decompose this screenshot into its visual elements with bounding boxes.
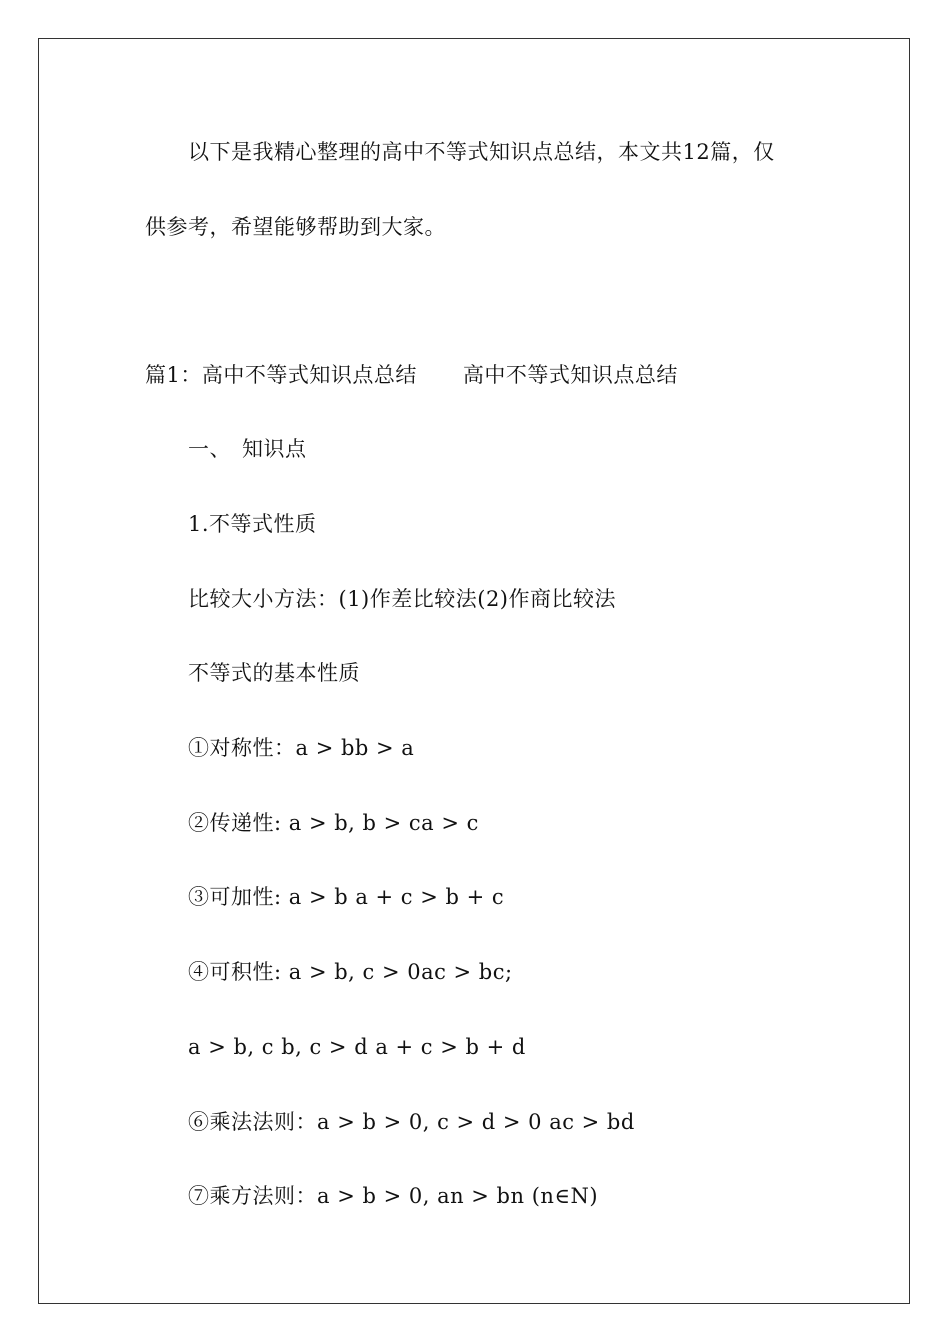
property-additivity: ③可加性: a > b a + c > b + c bbox=[188, 885, 505, 909]
property-addition-rule: a > b, c b, c > d a + c > b + d bbox=[188, 1035, 526, 1059]
property-power-rule: ⑦乘方法则：a > b > 0, an > bn (n∈N) bbox=[188, 1184, 599, 1208]
basic-properties-heading: 不等式的基本性质 bbox=[188, 661, 360, 685]
property-multiplicativity: ④可积性: a > b, c > 0ac > bc; bbox=[188, 960, 513, 984]
section-title-right: 高中不等式知识点总结 bbox=[462, 363, 678, 387]
compare-methods: 比较大小方法：(1)作差比较法(2)作商比较法 bbox=[188, 587, 616, 611]
intro-line-2: 供参考，希望能够帮助到大家。 bbox=[145, 215, 446, 239]
section-title bbox=[145, 360, 678, 390]
section-title-left: 篇1：高中不等式知识点总结 bbox=[145, 363, 417, 387]
item-heading: 1.不等式性质 bbox=[188, 512, 317, 536]
intro-line-1: 以下是我精心整理的高中不等式知识点总结，本文共12篇，仅 bbox=[188, 140, 775, 164]
subheading: 一、 知识点 bbox=[188, 437, 307, 461]
property-transitivity: ②传递性: a > b, b > ca > c bbox=[188, 811, 479, 835]
property-multiplication-rule: ⑥乘法法则：a > b > 0, c > d > 0 ac > bd bbox=[188, 1110, 635, 1134]
property-symmetry: ①对称性：a > bb > a bbox=[188, 736, 415, 760]
